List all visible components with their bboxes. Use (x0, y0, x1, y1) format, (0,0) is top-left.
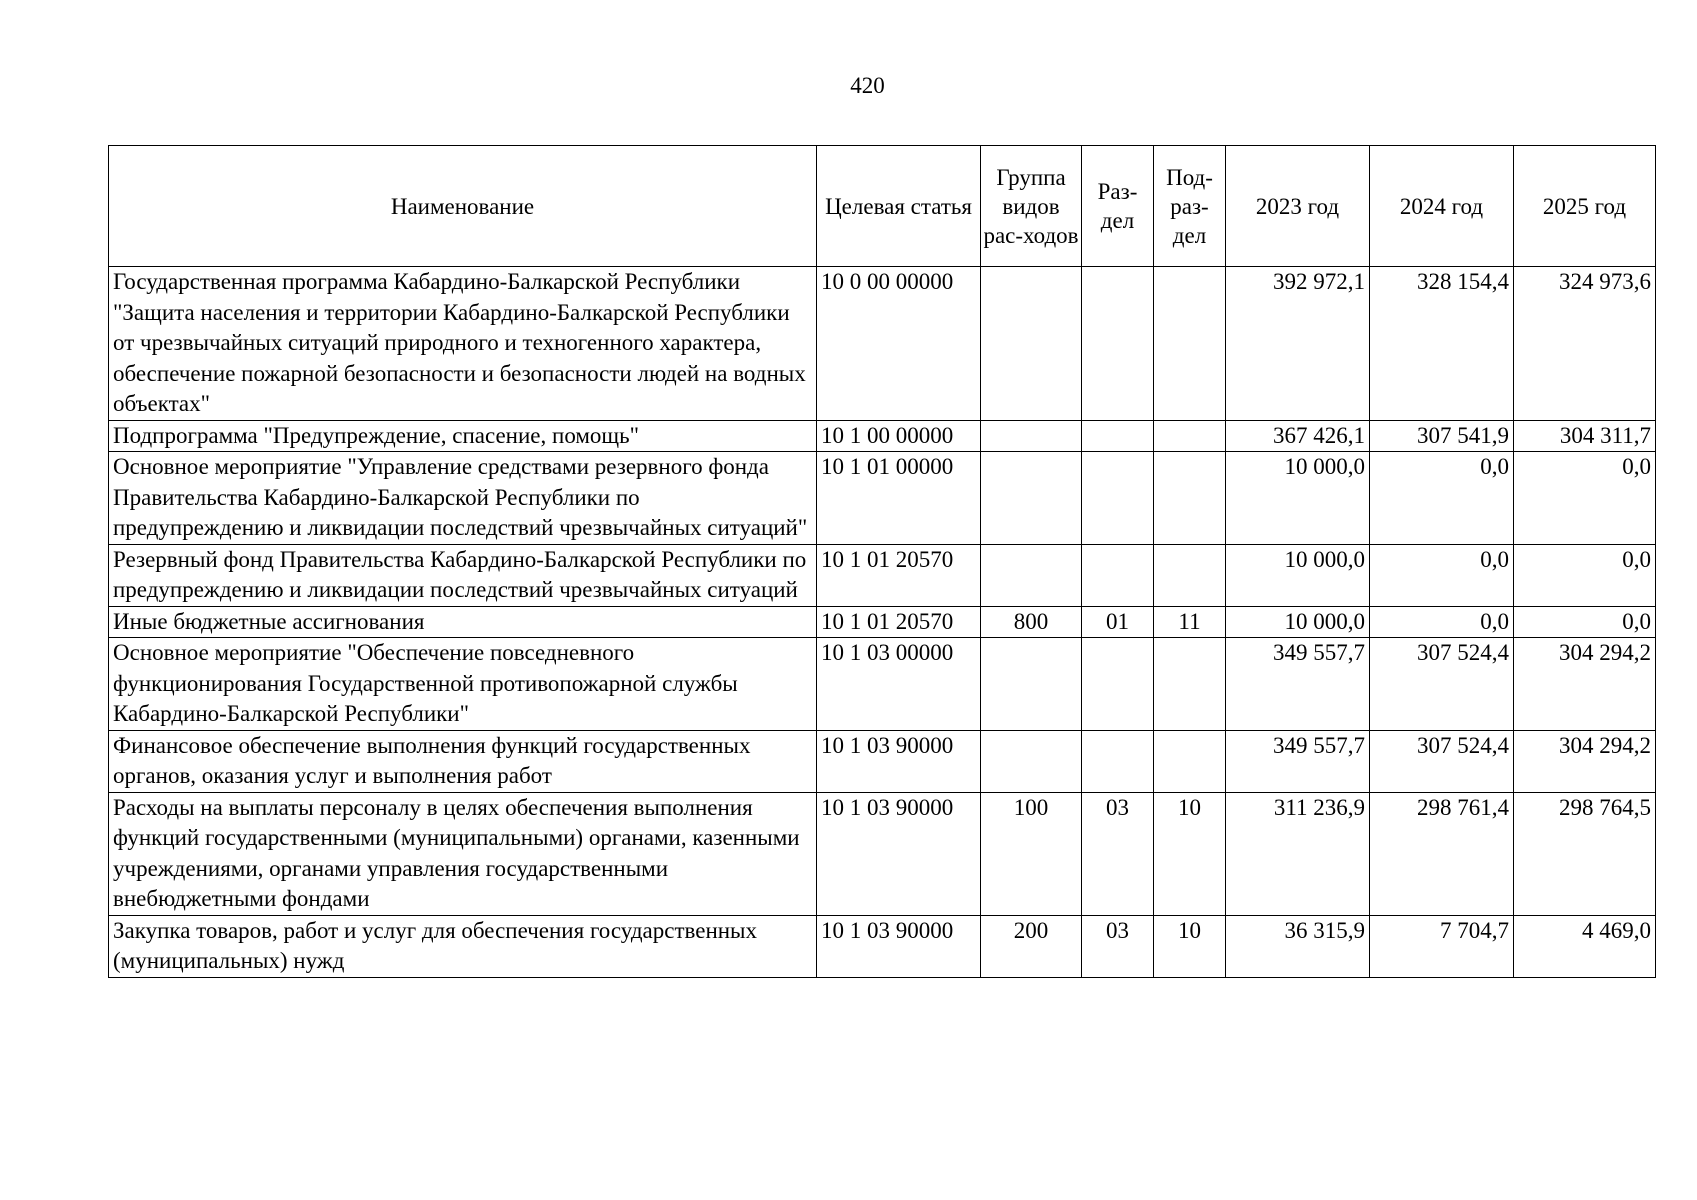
table-row (109, 544, 1656, 606)
cell-expense-group (981, 452, 1082, 545)
header-2023: 2023 год (1226, 146, 1370, 267)
cell-target-article: 10 1 03 90000 (817, 915, 981, 977)
header-subsection: Под-раз-дел (1154, 146, 1226, 267)
cell-target-article: 10 1 01 20570 (817, 606, 981, 638)
cell-subsection: 10 (1154, 792, 1226, 915)
header-2025: 2025 год (1514, 146, 1656, 267)
table-row (109, 792, 1656, 915)
cell-expense-group (981, 420, 1082, 452)
cell-name: Основное мероприятие "Управление средствами резервного фонда Правительства Кабардино-Балкарской Республики по предупреждению и ликвидации последствий чрезвычайных ситуаций" (109, 452, 817, 545)
cell-2025: 324 973,6 (1514, 267, 1656, 421)
cell-2023: 10 000,0 (1226, 544, 1370, 606)
cell-name: Основное мероприятие "Обеспечение повседневного функционирования Государственной противопожарной службы Кабардино-Балкарской Республики" (109, 638, 817, 731)
cell-expense-group (981, 267, 1082, 421)
cell-subsection (1154, 420, 1226, 452)
cell-2025: 0,0 (1514, 544, 1656, 606)
cell-section (1082, 452, 1154, 545)
header-target-article: Целевая статья (817, 146, 981, 267)
cell-2024: 0,0 (1370, 544, 1514, 606)
cell-2025: 4 469,0 (1514, 915, 1656, 977)
cell-2024: 307 524,4 (1370, 638, 1514, 731)
cell-subsection (1154, 452, 1226, 545)
cell-2025: 304 294,2 (1514, 730, 1656, 792)
table-row (109, 452, 1656, 545)
cell-subsection (1154, 267, 1226, 421)
cell-name: Государственная программа Кабардино-Балкарской Республики "Защита населения и территории Кабардино-Балкарской Республики от чрезвычайных ситуаций природного и техногенного характера, обеспечение пожарной безопасности и безопасности людей на водных объектах" (109, 267, 817, 421)
cell-name: Иные бюджетные ассигнования (109, 606, 817, 638)
header-expense-group: Группа видов рас-ходов (981, 146, 1082, 267)
cell-target-article: 10 1 03 90000 (817, 792, 981, 915)
cell-2025: 0,0 (1514, 452, 1656, 545)
table-row (109, 730, 1656, 792)
cell-2023: 349 557,7 (1226, 638, 1370, 731)
cell-2024: 0,0 (1370, 606, 1514, 638)
cell-2025: 304 311,7 (1514, 420, 1656, 452)
cell-name: Расходы на выплаты персоналу в целях обеспечения выполнения функций государственными (муниципальными) органами, казенными учреждениями, органами управления государственными внебюджетными фондами (109, 792, 817, 915)
cell-2023: 392 972,1 (1226, 267, 1370, 421)
cell-2023: 10 000,0 (1226, 452, 1370, 545)
table-row (109, 606, 1656, 638)
cell-section: 01 (1082, 606, 1154, 638)
cell-section (1082, 267, 1154, 421)
cell-target-article: 10 1 03 00000 (817, 638, 981, 731)
header-2024: 2024 год (1370, 146, 1514, 267)
cell-target-article: 10 0 00 00000 (817, 267, 981, 421)
cell-section (1082, 544, 1154, 606)
cell-name: Подпрограмма "Предупреждение, спасение, помощь" (109, 420, 817, 452)
cell-subsection (1154, 544, 1226, 606)
cell-2023: 349 557,7 (1226, 730, 1370, 792)
cell-2024: 307 524,4 (1370, 730, 1514, 792)
cell-name: Закупка товаров, работ и услуг для обеспечения государственных (муниципальных) нужд (109, 915, 817, 977)
table-row (109, 267, 1656, 421)
cell-name: Финансовое обеспечение выполнения функций государственных органов, оказания услуг и выполнения работ (109, 730, 817, 792)
cell-name: Резервный фонд Правительства Кабардино-Балкарской Республики по предупреждению и ликвидации последствий чрезвычайных ситуаций (109, 544, 817, 606)
cell-2024: 7 704,7 (1370, 915, 1514, 977)
cell-subsection (1154, 730, 1226, 792)
cell-2023: 367 426,1 (1226, 420, 1370, 452)
cell-expense-group: 200 (981, 915, 1082, 977)
cell-2024: 0,0 (1370, 452, 1514, 545)
cell-2023: 10 000,0 (1226, 606, 1370, 638)
cell-section (1082, 730, 1154, 792)
cell-expense-group (981, 638, 1082, 731)
cell-subsection (1154, 638, 1226, 731)
cell-2024: 328 154,4 (1370, 267, 1514, 421)
cell-subsection: 11 (1154, 606, 1226, 638)
cell-target-article: 10 1 00 00000 (817, 420, 981, 452)
cell-section (1082, 420, 1154, 452)
table-row (109, 420, 1656, 452)
cell-2025: 298 764,5 (1514, 792, 1656, 915)
cell-2024: 298 761,4 (1370, 792, 1514, 915)
cell-expense-group: 100 (981, 792, 1082, 915)
cell-target-article: 10 1 01 20570 (817, 544, 981, 606)
cell-2023: 36 315,9 (1226, 915, 1370, 977)
page-number: 420 (850, 73, 885, 98)
cell-section: 03 (1082, 792, 1154, 915)
budget-table (108, 145, 1656, 978)
cell-expense-group (981, 544, 1082, 606)
header-section: Раз-дел (1082, 146, 1154, 267)
cell-target-article: 10 1 01 00000 (817, 452, 981, 545)
cell-subsection: 10 (1154, 915, 1226, 977)
header-row (109, 146, 1656, 267)
cell-2025: 0,0 (1514, 606, 1656, 638)
cell-section (1082, 638, 1154, 731)
cell-expense-group (981, 730, 1082, 792)
header-name: Наименование (109, 146, 817, 267)
cell-target-article: 10 1 03 90000 (817, 730, 981, 792)
cell-2024: 307 541,9 (1370, 420, 1514, 452)
table-row (109, 638, 1656, 731)
table-row (109, 915, 1656, 977)
cell-2025: 304 294,2 (1514, 638, 1656, 731)
cell-2023: 311 236,9 (1226, 792, 1370, 915)
cell-section: 03 (1082, 915, 1154, 977)
cell-expense-group: 800 (981, 606, 1082, 638)
